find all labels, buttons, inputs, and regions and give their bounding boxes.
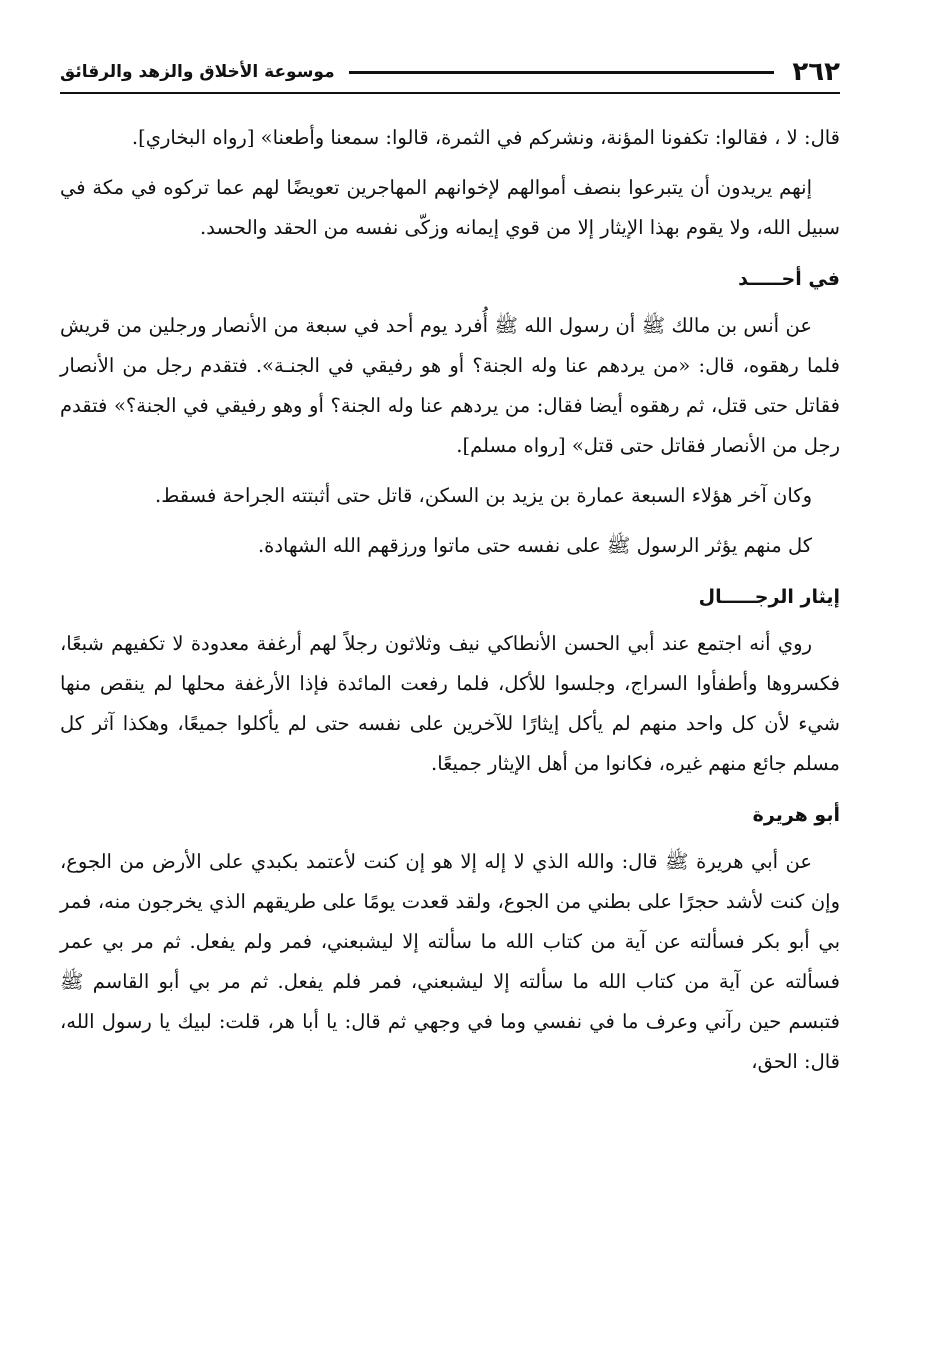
header-rule (349, 71, 775, 74)
running-title: موسوعة الأخلاق والزهد والرقائق (60, 62, 335, 82)
paragraph: كل منهم يؤثر الرسول ﷺ على نفسه حتى ماتوا ورزقهم الله الشهادة. (257, 534, 812, 557)
paragraph: عن أبي هريرة ﷺ قال: والله الذي لا إله إلا هو إن كنت لأعتمد بكبدي على الأرض من الجوع، وإن كنت لأشد حجرًا على بطني من الجوع، ولقد قعدت يومًا على طريقهم الذي يخرجون منه، فمر بي أبو بكر فسألته عن آية من كتاب الله ما سألته إلا ليشبعني، فمر ولم يفعل. ثم مر بي عمر فسألته عن آية من كتاب الله ما سألته إلا ليشبعني، فمر فلم يفعل. ثم مر بي أبو القاسم ﷺ فتبسم حين رآني وعرف ما في نفسي وما في وجهي ثم قال: يا أبا هر، قلت: لبيك يا رسول الله، قال: الحق، (60, 850, 840, 1073)
paragraph: عن أنس بن مالك ﷺ أن رسول الله ﷺ أُفرد يوم أحد في سبعة من الأنصار ورجلين من قريش فلما رهقوه، قال: «من يردهم عنا وله الجنة؟ أو هو رفيقي في الجنـة». فتقدم رجل من الأنصار فقاتل حتى قتل، ثم رهقوه أيضا فقال: من يردهم عنا وله الجنة؟ أو وهو رفيقي في الجنة؟» فتقدم رجل من الأنصار فقاتل حتى قتل» [رواه مسلم]. (60, 314, 840, 457)
page-number: ٢٦٢ (792, 57, 840, 87)
section-heading: في أحـــــد (738, 268, 840, 290)
section-heading: إيثار الرجـــــال (698, 586, 840, 608)
paragraph: قال: لا ، فقالوا: تكفونا المؤنة، ونشركم في الثمرة، قالوا: سمعنا وأطعنا» [رواه البخاري]. (131, 126, 840, 149)
page-header (60, 52, 840, 94)
paragraph: وكان آخر هؤلاء السبعة عمارة بن يزيد بن السكن، قاتل حتى أثبتته الجراحة فسقط. (155, 484, 812, 507)
book-page (60, 52, 840, 1092)
paragraph: روي أنه اجتمع عند أبي الحسن الأنطاكي نيف وثلاثون رجلاً لهم أرغفة معدودة لا تكفيهم شبعًا، فكسروها وأطفأوا السراج، وجلسوا للأكل، فلما رفعت المائدة فإذا الأرغفة محلها لم ينقص منها شيء لأن كل واحد منهم لم يأكل إيثارًا للآخرين على نفسه حتى لم يأكلوا جميعًا، وهكذا آثر كل مسلم جائع منهم غيره، فكانوا من أهل الإيثار جميعًا. (60, 632, 840, 775)
section-heading: أبو هريرة (752, 804, 840, 826)
page-content (60, 118, 840, 1082)
paragraph: إنهم يريدون أن يتبرعوا بنصف أموالهم لإخوانهم المهاجرين تعويضًا لهم عما تركوه في مكة في سبيل الله، ولا يقوم بهذا الإيثار إلا من قوي إيمانه وزكّى نفسه من الحقد والحسد. (60, 176, 840, 239)
